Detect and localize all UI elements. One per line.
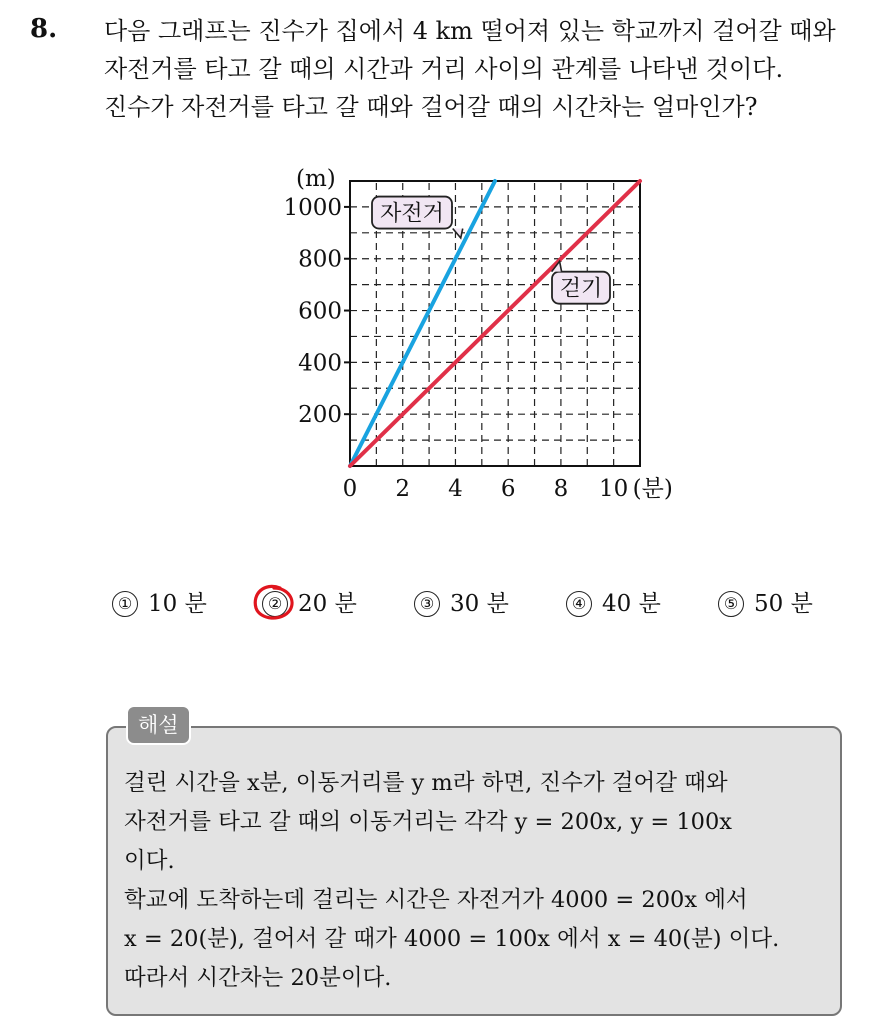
bike-callout-pointer xyxy=(453,229,463,238)
explanation-line: 자전거를 타고 갈 때의 이동거리는 각각 y = 200x, y = 100x xyxy=(124,809,732,835)
question-line: 진수가 자전거를 타고 갈 때와 걸어갈 때의 시간차는 얼마인가? xyxy=(104,93,758,121)
bike-callout-text: 자전거 xyxy=(380,201,444,227)
bike-callout xyxy=(372,197,463,238)
choice-text: 50 분 xyxy=(754,591,813,617)
question-line: 자전거를 타고 갈 때의 시간과 거리 사이의 관계를 나타낸 것이다. xyxy=(104,55,784,83)
x-axis-unit-label: (분) xyxy=(632,476,673,502)
walk-callout xyxy=(552,261,610,303)
x-tick-label: 8 xyxy=(553,476,569,502)
explanation-line: x = 20(분), 걸어서 갈 때가 4000 = 100x 에서 x = 40(분) 이다. xyxy=(124,926,780,952)
choice-4[interactable] xyxy=(566,585,661,618)
y-tick-label: 800 xyxy=(298,246,342,273)
y-tick-label: 400 xyxy=(298,350,342,377)
choice-mark: ⑤ xyxy=(718,591,744,617)
choice-text: 40 분 xyxy=(602,591,661,617)
x-tick-label: 10 xyxy=(598,476,629,502)
x-tick-label: 6 xyxy=(500,476,516,502)
question-text xyxy=(104,12,864,126)
y-tick-label: 600 xyxy=(298,298,342,325)
explanation-line: 학교에 도착하는데 걸리는 시간은 자전거가 4000 = 200x 에서 xyxy=(124,887,748,913)
explanation-line: 따라서 시간차는 20분이다. xyxy=(124,965,392,991)
choice-text: 20 분 xyxy=(298,591,357,617)
choice-mark: ④ xyxy=(566,591,592,617)
distance-time-graph xyxy=(260,150,700,520)
answer-choices xyxy=(0,585,884,625)
x-tick-label: 0 xyxy=(342,476,358,502)
choice-mark: ① xyxy=(112,591,138,617)
choice-text: 10 분 xyxy=(148,591,207,617)
question-number: 8. xyxy=(30,14,58,44)
explanation-text xyxy=(124,764,834,998)
choice-5[interactable] xyxy=(718,585,813,618)
explanation-label: 해설 xyxy=(126,705,191,745)
explanation-line: 걸린 시간을 x분, 이동거리를 y m라 하면, 진수가 걸어갈 때와 xyxy=(124,770,728,796)
choice-3[interactable] xyxy=(414,585,509,618)
x-tick-label: 4 xyxy=(448,476,463,502)
question-line: 다음 그래프는 진수가 집에서 4 km 떨어져 있는 학교까지 걸어갈 때와 xyxy=(104,17,836,45)
walk-callout-text: 걷기 xyxy=(559,276,603,302)
choice-mark: ③ xyxy=(414,591,440,617)
answer-circle-mark xyxy=(250,582,296,622)
explanation-line: 이다. xyxy=(124,848,175,874)
x-tick-label: 2 xyxy=(395,476,411,502)
y-axis-unit-label: (m) xyxy=(296,166,336,192)
choice-mark: ② xyxy=(262,591,288,617)
choice-1[interactable] xyxy=(112,585,207,618)
y-tick-label: 200 xyxy=(298,402,342,429)
y-tick-label: 1000 xyxy=(283,194,342,221)
choice-text: 30 분 xyxy=(450,591,509,617)
